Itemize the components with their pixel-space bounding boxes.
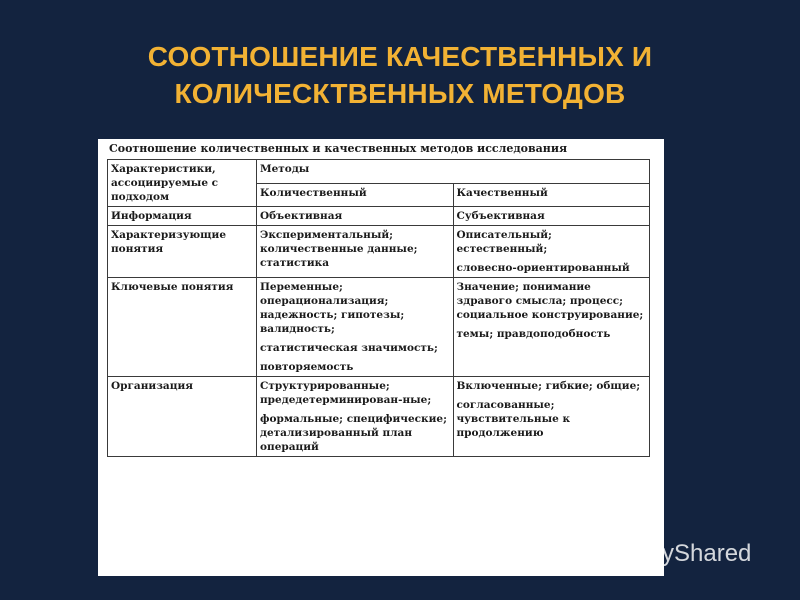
header-methods: Методы xyxy=(257,160,650,184)
slide-title-line-2: КОЛИЧЕСКТВЕННЫХ МЕТОДОВ xyxy=(174,78,626,109)
header-qualitative: Качественный xyxy=(453,183,650,207)
cell-text: Структурированные; предедетерминирован-ные; xyxy=(260,380,432,406)
myshared-watermark xyxy=(606,535,751,573)
table-row xyxy=(108,226,650,278)
cell-text: Объективная xyxy=(260,210,343,222)
presentation-board-icon xyxy=(606,537,638,571)
table-header-row xyxy=(108,160,650,184)
watermark-text: MyShared xyxy=(642,540,752,567)
slide-title-line-1: СООТНОШЕНИЕ КАЧЕСТВЕННЫХ И xyxy=(147,41,653,72)
cell-text: формальные; специфические; детализированный план операций xyxy=(260,413,447,453)
cell-quantitative xyxy=(257,226,454,278)
cell-text: Значение; понимание здравого смысла; процесс; социальное конструирование; xyxy=(456,281,644,321)
comparison-table xyxy=(107,159,650,457)
cell-text: Субъективная xyxy=(456,210,545,222)
cell-text: Описательный; естественный; xyxy=(456,229,552,255)
cell-text: Экспериментальный; количественные данные; статистика xyxy=(260,229,418,269)
cell-text: словесно-ориентированный xyxy=(456,262,630,274)
cell-text: согласованные; чувствительные к продолжению xyxy=(456,399,571,439)
cell-quantitative xyxy=(257,377,454,457)
cell-qualitative xyxy=(453,377,650,457)
cell-text: Переменные; операционализация; надежность; гипотезы; валидность; xyxy=(260,281,405,335)
table-image xyxy=(98,139,664,576)
cell-qualitative xyxy=(453,207,650,226)
table-row xyxy=(108,278,650,377)
slide-title xyxy=(0,38,800,112)
table-caption: Соотношение количественных и качественных методов исследования xyxy=(109,142,568,155)
row-label: Информация xyxy=(108,207,257,226)
cell-quantitative xyxy=(257,207,454,226)
row-label: Организация xyxy=(108,377,257,457)
header-quantitative: Количественный xyxy=(257,183,454,207)
cell-qualitative xyxy=(453,226,650,278)
row-label: Характеризующие понятия xyxy=(108,226,257,278)
table-row xyxy=(108,377,650,457)
header-characteristics: Характеристики, ассоциируемые с подходом xyxy=(108,160,257,207)
cell-text: Включенные; гибкие; общие; xyxy=(456,380,641,392)
cell-text: повторяемость xyxy=(260,361,354,373)
row-label: Ключевые понятия xyxy=(108,278,257,377)
cell-text: статистическая значимость; xyxy=(260,342,438,354)
cell-quantitative xyxy=(257,278,454,377)
cell-text: темы; правдоподобность xyxy=(456,328,611,340)
cell-qualitative xyxy=(453,278,650,377)
table-row xyxy=(108,207,650,226)
